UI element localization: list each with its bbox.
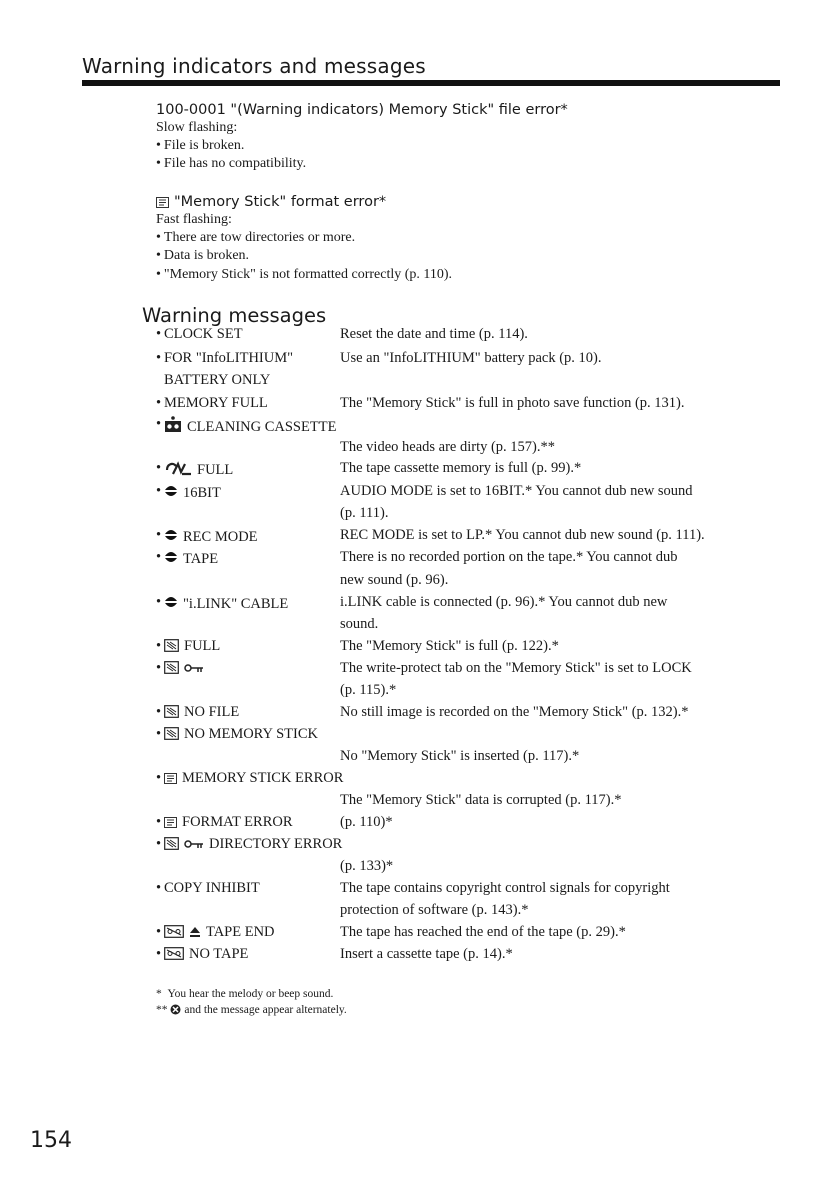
warning-row: • COPY INHIBIT The tape contains copyright control signals for copyright (156, 880, 670, 896)
warning-symbol-icon (170, 1004, 181, 1015)
list-item: • "Memory Stick" is not formatted correctly (p. 110). (156, 266, 452, 284)
warning-desc: REC MODE is set to LP.* You cannot dub new sound (p. 111). (340, 527, 705, 543)
cleaning-cassette-icon (164, 416, 182, 433)
warning-label: FULL (197, 462, 234, 478)
warning-row: • NO FILE No still image is recorded on the "Memory Stick" (p. 132).* (156, 704, 689, 720)
warning-desc: The tape contains copyright control signals for copyright (340, 880, 670, 896)
warning-row: • CLOCK SET Reset the date and time (p. 114). (156, 326, 528, 342)
warning-label: TAPE (183, 551, 219, 567)
warning-label: TAPE END (206, 924, 275, 940)
warning-row: • FOR "InfoLITHIUM" Use an "InfoLITHIUM" battery pack (p. 10). (156, 350, 602, 366)
warning-label: MEMORY STICK ERROR (182, 770, 344, 786)
memory-stick-icon (164, 705, 179, 718)
warning-desc: The "Memory Stick" is full in photo save function (p. 131). (340, 395, 685, 411)
audio-icon (164, 527, 178, 543)
footnote-two: ** and the message appear alternately. (156, 1004, 347, 1016)
warning-desc: The "Memory Stick" is full (p. 122).* (340, 638, 559, 654)
warning-messages-title: Warning messages (142, 304, 327, 327)
warning-desc-cont: sound. (340, 616, 379, 632)
format-error-lead: Fast flashing: (156, 212, 232, 227)
warning-desc-cont: No "Memory Stick" is inserted (p. 117).* (340, 748, 580, 764)
warning-desc-cont: (p. 133)* (340, 858, 394, 874)
warning-label: NO MEMORY STICK (184, 726, 319, 742)
memory-stick-small-icon (156, 197, 169, 208)
list-item: • File has no compatibility. (156, 155, 568, 173)
key-icon (184, 664, 204, 674)
warning-desc-cont: (p. 111). (340, 505, 389, 521)
file-error-section (156, 101, 568, 174)
warning-label: DIRECTORY ERROR (209, 836, 343, 852)
warning-label: FORMAT ERROR (182, 814, 293, 830)
warning-desc: The tape cassette memory is full (p. 99).* (340, 460, 582, 476)
list-item: • File is broken. (156, 137, 568, 155)
file-error-title: 100-0001 "(Warning indicators) Memory Stick" file error* (156, 102, 568, 118)
warning-label: FOR "InfoLITHIUM" (164, 350, 294, 366)
audio-icon (164, 549, 178, 565)
warning-desc: The write-protect tab on the "Memory Stick" is set to LOCK (340, 660, 692, 676)
warning-desc: The tape has reached the end of the tape (p. 29).* (340, 924, 626, 940)
warning-row: • REC MODE REC MODE is set to LP.* You cannot dub new sound (p. 111). (156, 527, 705, 545)
warning-label: CLOCK SET (164, 326, 243, 342)
warning-row: • MEMORY FULL The "Memory Stick" is full in photo save function (p. 131). (156, 395, 685, 411)
warning-desc: Insert a cassette tape (p. 14).* (340, 946, 513, 962)
warning-row: • "i.LINK" CABLE i.LINK cable is connected (p. 96).* You cannot dub new (156, 594, 668, 612)
warning-label: FULL (184, 638, 221, 654)
list-item: • Data is broken. (156, 247, 452, 265)
warning-row: • TAPE END The tape has reached the end of the tape (p. 29).* (156, 924, 626, 940)
warning-label: NO FILE (184, 704, 240, 720)
format-error-section (156, 193, 452, 284)
memory-stick-icon (164, 837, 179, 850)
warning-desc-cont: The video heads are dirty (p. 157).** (340, 439, 556, 455)
warning-row: • FULL The tape cassette memory is full (p. 99).* (156, 460, 582, 478)
warning-row: • FORMAT ERROR (p. 110)* (156, 814, 393, 830)
warning-desc: Reset the date and time (p. 114). (340, 326, 528, 342)
warning-label: COPY INHIBIT (164, 880, 260, 896)
page-title: Warning indicators and messages (82, 54, 426, 78)
cassette-memory-icon (164, 460, 192, 476)
memory-stick-icon (164, 661, 179, 674)
warning-desc: Use an "InfoLITHIUM" battery pack (p. 10). (340, 350, 602, 366)
memory-stick-icon (164, 727, 179, 740)
warning-row: • The write-protect tab on the "Memory Stick" is set to LOCK (156, 660, 692, 676)
warning-row: • MEMORY STICK ERROR (156, 770, 344, 786)
warning-label: "i.LINK" CABLE (183, 596, 289, 612)
warning-row: • TAPE There is no recorded portion on the tape.* You cannot dub (156, 549, 678, 567)
warning-desc: (p. 110)* (340, 814, 393, 830)
warning-row: • DIRECTORY ERROR (156, 836, 343, 852)
warning-label: 16BIT (183, 485, 221, 501)
memory-stick-small-icon (164, 817, 177, 828)
header-rule (82, 80, 780, 86)
warning-desc-cont: new sound (p. 96). (340, 572, 449, 588)
warning-desc: No still image is recorded on the "Memory Stick" (p. 132).* (340, 704, 689, 720)
warning-desc-cont: (p. 115).* (340, 682, 397, 698)
memory-stick-icon (164, 639, 179, 652)
warning-label: NO TAPE (189, 946, 249, 962)
tape-icon (164, 947, 184, 960)
format-error-title: "Memory Stick" format error* (174, 194, 387, 210)
audio-icon (164, 594, 178, 610)
footnote-one: * You hear the melody or beep sound. (156, 988, 334, 1000)
list-item: • There are tow directories or more. (156, 229, 452, 247)
warning-desc: There is no recorded portion on the tape.* You cannot dub (340, 549, 678, 565)
key-icon (184, 840, 204, 850)
warning-label-cont: BATTERY ONLY (164, 372, 271, 388)
warning-desc-cont: The "Memory Stick" data is corrupted (p. 117).* (340, 792, 622, 808)
warning-desc: AUDIO MODE is set to 16BIT.* You cannot dub new sound (340, 483, 693, 499)
file-error-lead: Slow flashing: (156, 120, 238, 135)
warning-row: • NO MEMORY STICK (156, 726, 319, 742)
warning-row: • FULL The "Memory Stick" is full (p. 122).* (156, 638, 559, 654)
eject-icon (189, 926, 201, 938)
audio-icon (164, 483, 178, 499)
warning-label: REC MODE (183, 529, 258, 545)
warning-row: • 16BIT AUDIO MODE is set to 16BIT.* You cannot dub new sound (156, 483, 693, 501)
warning-row: • NO TAPE Insert a cassette tape (p. 14).* (156, 946, 513, 962)
tape-icon (164, 925, 184, 938)
warning-label: MEMORY FULL (164, 395, 268, 411)
warning-row: • CLEANING CASSETTE (156, 416, 337, 435)
warning-desc: i.LINK cable is connected (p. 96).* You cannot dub new (340, 594, 668, 610)
page-number: 154 (30, 1128, 72, 1153)
warning-desc-cont: protection of software (p. 143).* (340, 902, 529, 918)
memory-stick-small-icon (164, 773, 177, 784)
warning-label: CLEANING CASSETTE (187, 419, 337, 435)
